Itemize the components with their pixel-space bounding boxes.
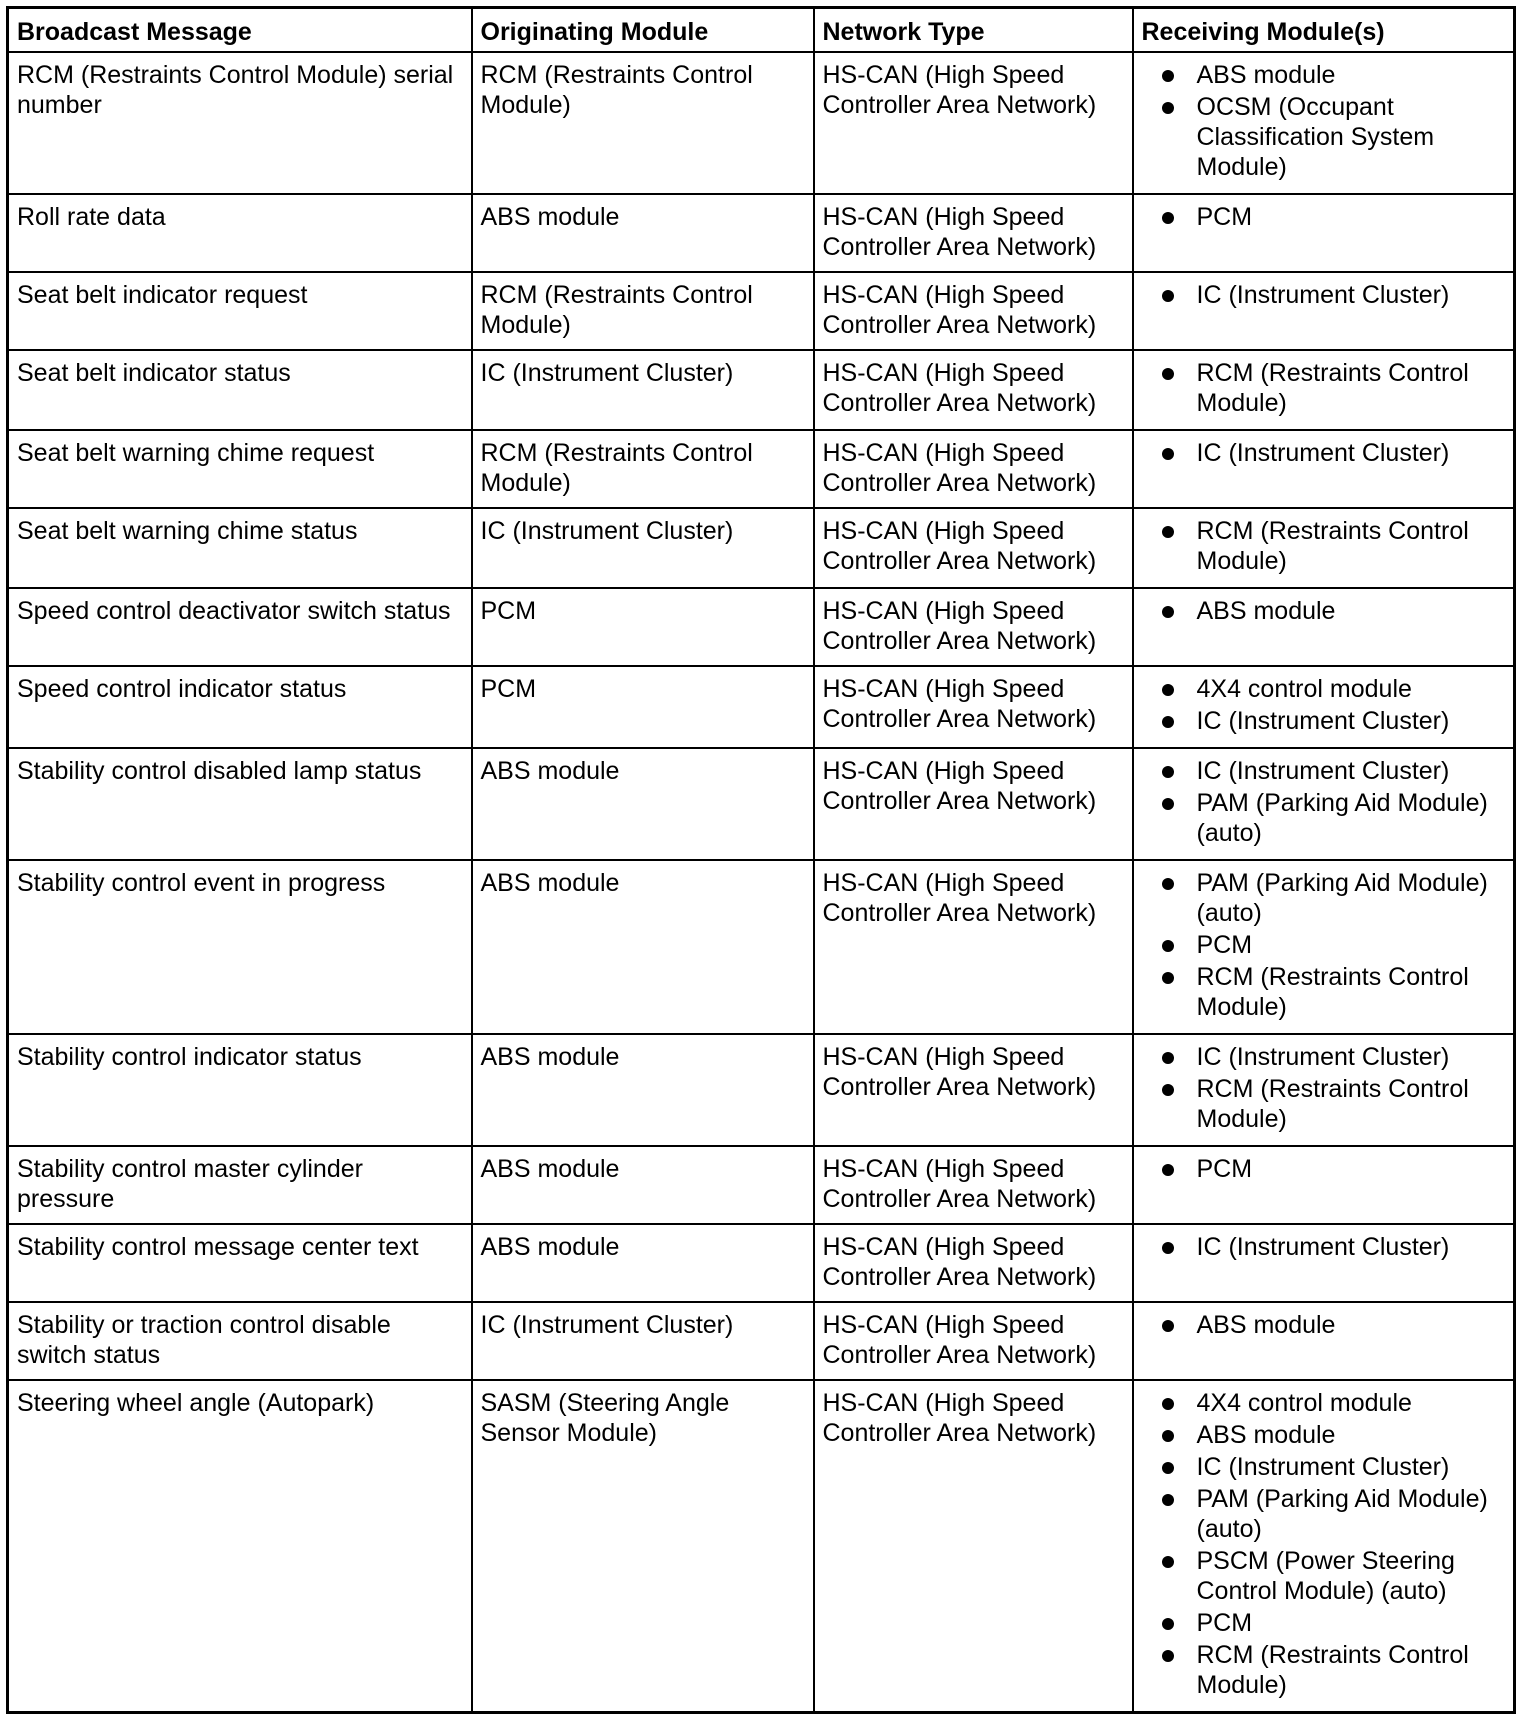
network-type-cell: HS-CAN (High Speed Controller Area Network) [814,52,1133,194]
receiving-module-label: ABS module [1196,61,1336,89]
header-row [8,8,1515,53]
receiving-module-label: PAM (Parking Aid Module) (auto) [1196,789,1488,847]
table-row [8,508,1515,588]
receiving-modules-list [1142,1388,1506,1700]
receiving-module-label: OCSM (Occupant Classification System Module) [1196,93,1435,181]
bullet-icon [1162,1320,1174,1332]
receiving-modules-cell [1133,748,1515,860]
receiving-module-label: 4X4 control module [1196,675,1412,703]
bullet-icon [1162,878,1174,890]
bullet-icon [1162,766,1174,778]
bullet-icon [1162,290,1174,302]
receiving-modules-cell [1133,272,1515,350]
receiving-modules-list [1142,202,1506,232]
receiving-modules-list [1142,756,1506,848]
receiving-module-label: ABS module [1196,597,1336,625]
receiving-modules-list [1142,438,1506,468]
message-cell: Stability control indicator status [8,1034,472,1146]
header-network-type: Network Type [814,8,1133,53]
message-cell: Steering wheel angle (Autopark) [8,1380,472,1713]
originating-module-cell: IC (Instrument Cluster) [472,1302,814,1380]
header-broadcast-message: Broadcast Message [8,8,472,53]
list-item [1142,596,1506,626]
message-cell: Stability control master cylinder pressure [8,1146,472,1224]
receiving-modules-list [1142,516,1506,576]
table-row [8,588,1515,666]
bullet-icon [1162,70,1174,82]
network-type-cell: HS-CAN (High Speed Controller Area Network) [814,1302,1133,1380]
receiving-module-label: PAM (Parking Aid Module) (auto) [1196,1485,1488,1543]
message-cell: Speed control deactivator switch status [8,588,472,666]
receiving-module-label: PAM (Parking Aid Module) (auto) [1196,869,1488,927]
message-cell: Seat belt warning chime request [8,430,472,508]
message-cell: Seat belt indicator request [8,272,472,350]
receiving-modules-list [1142,674,1506,736]
table-row [8,272,1515,350]
list-item [1142,706,1506,736]
document [6,6,1513,1714]
list-item [1142,516,1506,576]
receiving-module-label: PCM [1196,931,1253,959]
table-row [8,860,1515,1034]
message-cell: Stability control disabled lamp status [8,748,472,860]
list-item [1142,60,1506,90]
list-item [1142,358,1506,418]
bullet-icon [1162,1398,1174,1410]
originating-module-cell: RCM (Restraints Control Module) [472,272,814,350]
table-row [8,666,1515,748]
receiving-module-label: ABS module [1196,1311,1336,1339]
list-item [1142,962,1506,1022]
receiving-module-label: IC (Instrument Cluster) [1196,707,1450,735]
message-cell: RCM (Restraints Control Module) serial number [8,52,472,194]
receiving-module-label: IC (Instrument Cluster) [1196,439,1450,467]
bullet-icon [1162,1650,1174,1662]
receiving-module-label: IC (Instrument Cluster) [1196,1043,1450,1071]
bullet-icon [1162,798,1174,810]
list-item [1142,1074,1506,1134]
network-type-cell: HS-CAN (High Speed Controller Area Network) [814,1380,1133,1713]
receiving-module-label: PCM [1196,1609,1253,1637]
message-cell: Seat belt indicator status [8,350,472,430]
originating-module-cell: ABS module [472,748,814,860]
receiving-modules-cell [1133,860,1515,1034]
list-item [1142,1042,1506,1072]
bullet-icon [1162,1430,1174,1442]
receiving-modules-list [1142,60,1506,182]
list-item [1142,1388,1506,1418]
network-type-cell: HS-CAN (High Speed Controller Area Network) [814,666,1133,748]
list-item [1142,92,1506,182]
receiving-module-label: ABS module [1196,1421,1336,1449]
receiving-module-label: PCM [1196,203,1253,231]
bullet-icon [1162,1242,1174,1254]
originating-module-cell: RCM (Restraints Control Module) [472,52,814,194]
receiving-modules-cell [1133,52,1515,194]
receiving-modules-list [1142,868,1506,1022]
list-item [1142,1484,1506,1544]
originating-module-cell: IC (Instrument Cluster) [472,350,814,430]
bullet-icon [1162,684,1174,696]
list-item [1142,674,1506,704]
table-row [8,1034,1515,1146]
table-row [8,350,1515,430]
list-item [1142,1154,1506,1184]
message-cell: Stability control event in progress [8,860,472,1034]
list-item [1142,868,1506,928]
table-row [8,430,1515,508]
receiving-module-label: IC (Instrument Cluster) [1196,1233,1450,1261]
list-item [1142,788,1506,848]
receiving-module-label: PSCM (Power Steering Control Module) (auto) [1196,1547,1455,1605]
bullet-icon [1162,1462,1174,1474]
network-type-cell: HS-CAN (High Speed Controller Area Network) [814,508,1133,588]
list-item [1142,1452,1506,1482]
receiving-module-label: IC (Instrument Cluster) [1196,281,1450,309]
network-type-cell: HS-CAN (High Speed Controller Area Network) [814,1146,1133,1224]
receiving-module-label: PCM [1196,1155,1253,1183]
network-type-cell: HS-CAN (High Speed Controller Area Network) [814,748,1133,860]
bullet-icon [1162,368,1174,380]
list-item [1142,1640,1506,1700]
receiving-modules-cell [1133,430,1515,508]
receiving-modules-cell [1133,1224,1515,1302]
receiving-module-label: RCM (Restraints Control Module) [1196,1075,1469,1133]
bullet-icon [1162,606,1174,618]
receiving-module-label: RCM (Restraints Control Module) [1196,963,1469,1021]
network-type-cell: HS-CAN (High Speed Controller Area Network) [814,588,1133,666]
receiving-module-label: IC (Instrument Cluster) [1196,757,1450,785]
network-type-cell: HS-CAN (High Speed Controller Area Network) [814,350,1133,430]
receiving-modules-cell [1133,1302,1515,1380]
header-receiving-modules: Receiving Module(s) [1133,8,1515,53]
receiving-module-label: 4X4 control module [1196,1389,1412,1417]
bullet-icon [1162,526,1174,538]
originating-module-cell: ABS module [472,1146,814,1224]
receiving-module-label: RCM (Restraints Control Module) [1196,517,1469,575]
message-cell: Roll rate data [8,194,472,272]
network-type-cell: HS-CAN (High Speed Controller Area Network) [814,194,1133,272]
list-item [1142,930,1506,960]
list-item [1142,1310,1506,1340]
network-type-cell: HS-CAN (High Speed Controller Area Network) [814,1034,1133,1146]
originating-module-cell: RCM (Restraints Control Module) [472,430,814,508]
receiving-modules-cell [1133,350,1515,430]
list-item [1142,1420,1506,1450]
table-header [8,8,1515,53]
receiving-modules-list [1142,280,1506,310]
table-body [8,52,1515,1713]
list-item [1142,1608,1506,1638]
receiving-modules-cell [1133,194,1515,272]
originating-module-cell: ABS module [472,1034,814,1146]
originating-module-cell: ABS module [472,194,814,272]
receiving-modules-cell [1133,1034,1515,1146]
network-type-cell: HS-CAN (High Speed Controller Area Network) [814,860,1133,1034]
bullet-icon [1162,1052,1174,1064]
receiving-modules-list [1142,1042,1506,1134]
message-cell: Speed control indicator status [8,666,472,748]
bullet-icon [1162,102,1174,114]
receiving-modules-cell [1133,508,1515,588]
table-row [8,1146,1515,1224]
receiving-module-label: IC (Instrument Cluster) [1196,1453,1450,1481]
receiving-module-label: RCM (Restraints Control Module) [1196,1641,1469,1699]
receiving-modules-list [1142,1310,1506,1340]
table-row [8,194,1515,272]
receiving-module-label: RCM (Restraints Control Module) [1196,359,1469,417]
bullet-icon [1162,1084,1174,1096]
bullet-icon [1162,972,1174,984]
originating-module-cell: ABS module [472,1224,814,1302]
list-item [1142,1546,1506,1606]
receiving-modules-cell [1133,588,1515,666]
receiving-modules-list [1142,1154,1506,1184]
list-item [1142,1232,1506,1262]
originating-module-cell: SASM (Steering Angle Sensor Module) [472,1380,814,1713]
bullet-icon [1162,448,1174,460]
receiving-modules-list [1142,1232,1506,1262]
table-row [8,1380,1515,1713]
list-item [1142,280,1506,310]
network-type-cell: HS-CAN (High Speed Controller Area Network) [814,430,1133,508]
header-originating-module: Originating Module [472,8,814,53]
bullet-icon [1162,716,1174,728]
table-row [8,1302,1515,1380]
receiving-modules-list [1142,358,1506,418]
receiving-modules-cell [1133,1146,1515,1224]
network-type-cell: HS-CAN (High Speed Controller Area Network) [814,1224,1133,1302]
table-row [8,52,1515,194]
list-item [1142,756,1506,786]
bullet-icon [1162,1618,1174,1630]
bullet-icon [1162,1556,1174,1568]
network-type-cell: HS-CAN (High Speed Controller Area Network) [814,272,1133,350]
message-cell: Seat belt warning chime status [8,508,472,588]
message-cell: Stability control message center text [8,1224,472,1302]
list-item [1142,438,1506,468]
originating-module-cell: PCM [472,666,814,748]
bullet-icon [1162,940,1174,952]
bullet-icon [1162,1494,1174,1506]
broadcast-message-table [6,6,1516,1714]
originating-module-cell: ABS module [472,860,814,1034]
table-row [8,748,1515,860]
table-row [8,1224,1515,1302]
receiving-modules-list [1142,596,1506,626]
originating-module-cell: IC (Instrument Cluster) [472,508,814,588]
receiving-modules-cell [1133,1380,1515,1713]
list-item [1142,202,1506,232]
message-cell: Stability or traction control disable switch status [8,1302,472,1380]
bullet-icon [1162,1164,1174,1176]
originating-module-cell: PCM [472,588,814,666]
receiving-modules-cell [1133,666,1515,748]
bullet-icon [1162,212,1174,224]
